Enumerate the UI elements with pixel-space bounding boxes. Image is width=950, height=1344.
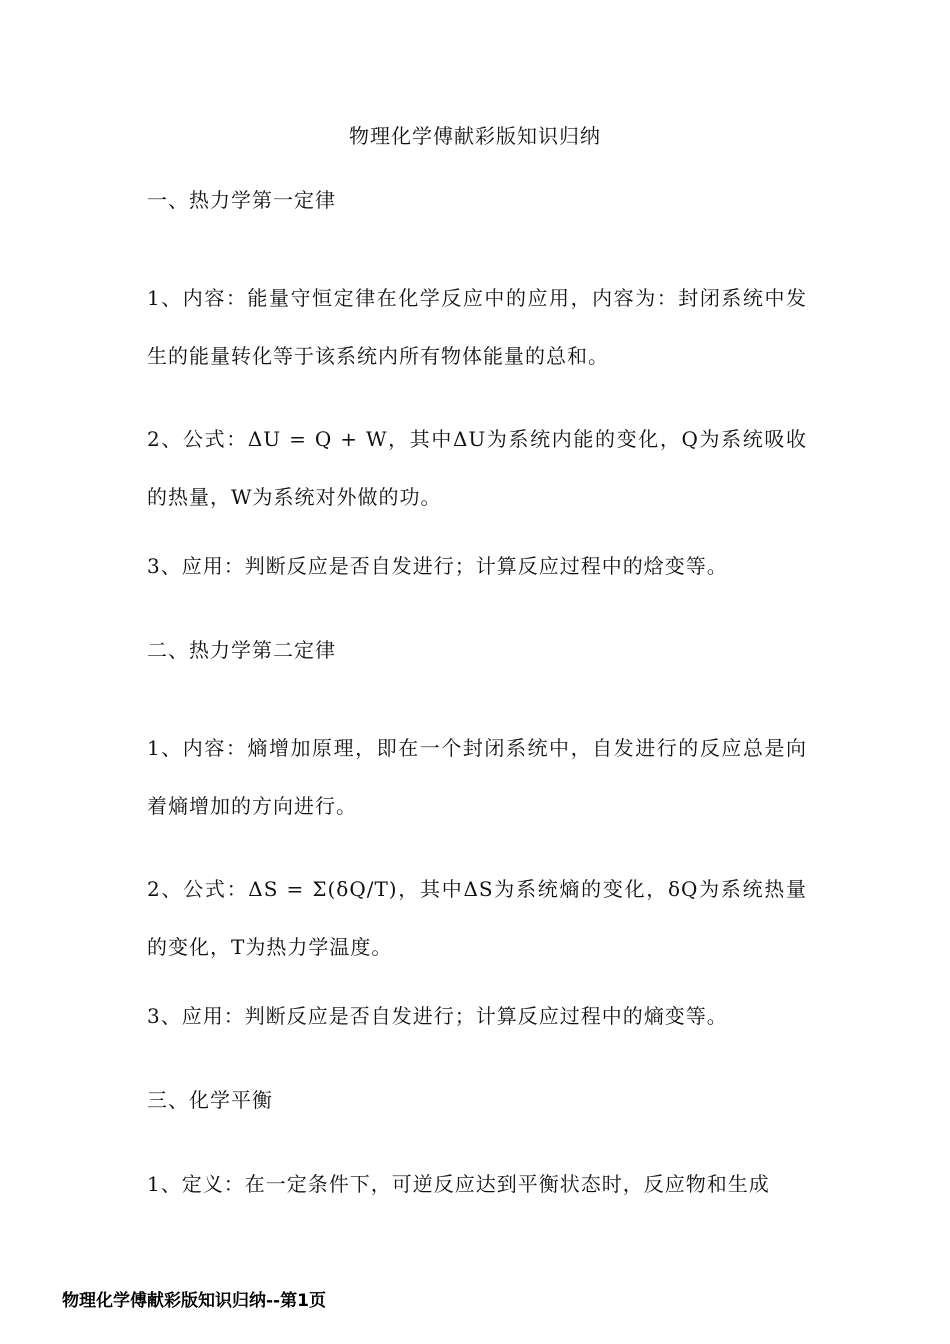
section-1-item-3: 3、应用：判断反应是否自发进行；计算反应过程中的焓变等。 xyxy=(147,554,728,578)
page-footer: 物理化学傅献彩版知识归纳--第1页 xyxy=(62,1291,326,1311)
page-title: 物理化学傅献彩版知识归纳 xyxy=(349,124,601,148)
section-heading-3: 三、化学平衡 xyxy=(147,1088,273,1112)
section-heading-1: 一、热力学第一定律 xyxy=(147,188,336,212)
document-body xyxy=(147,185,807,1224)
section-2-item-1: 1、内容：熵增加原理，即在一个封闭系统中，自发进行的反应总是向着熵增加的方向进行。 xyxy=(147,736,807,818)
section-2-item-3: 3、应用：判断反应是否自发进行；计算反应过程中的熵变等。 xyxy=(147,1004,728,1028)
section-3-item-1: 1、定义：在一定条件下，可逆反应达到平衡状态时，反应物和生成 xyxy=(147,1172,770,1196)
section-1-item-2: 2、公式：ΔU = Q + W，其中ΔU为系统内能的变化，Q为系统吸收的热量，W为系统对外做的功。 xyxy=(147,427,807,509)
section-heading-2: 二、热力学第二定律 xyxy=(147,638,336,662)
section-2-item-2: 2、公式：ΔS = Σ(δQ/T)，其中ΔS为系统熵的变化，δQ为系统热量的变化，T为热力学温度。 xyxy=(147,877,807,959)
section-1-item-1: 1、内容：能量守恒定律在化学反应中的应用，内容为：封闭系统中发生的能量转化等于该系统内所有物体能量的总和。 xyxy=(147,286,807,368)
